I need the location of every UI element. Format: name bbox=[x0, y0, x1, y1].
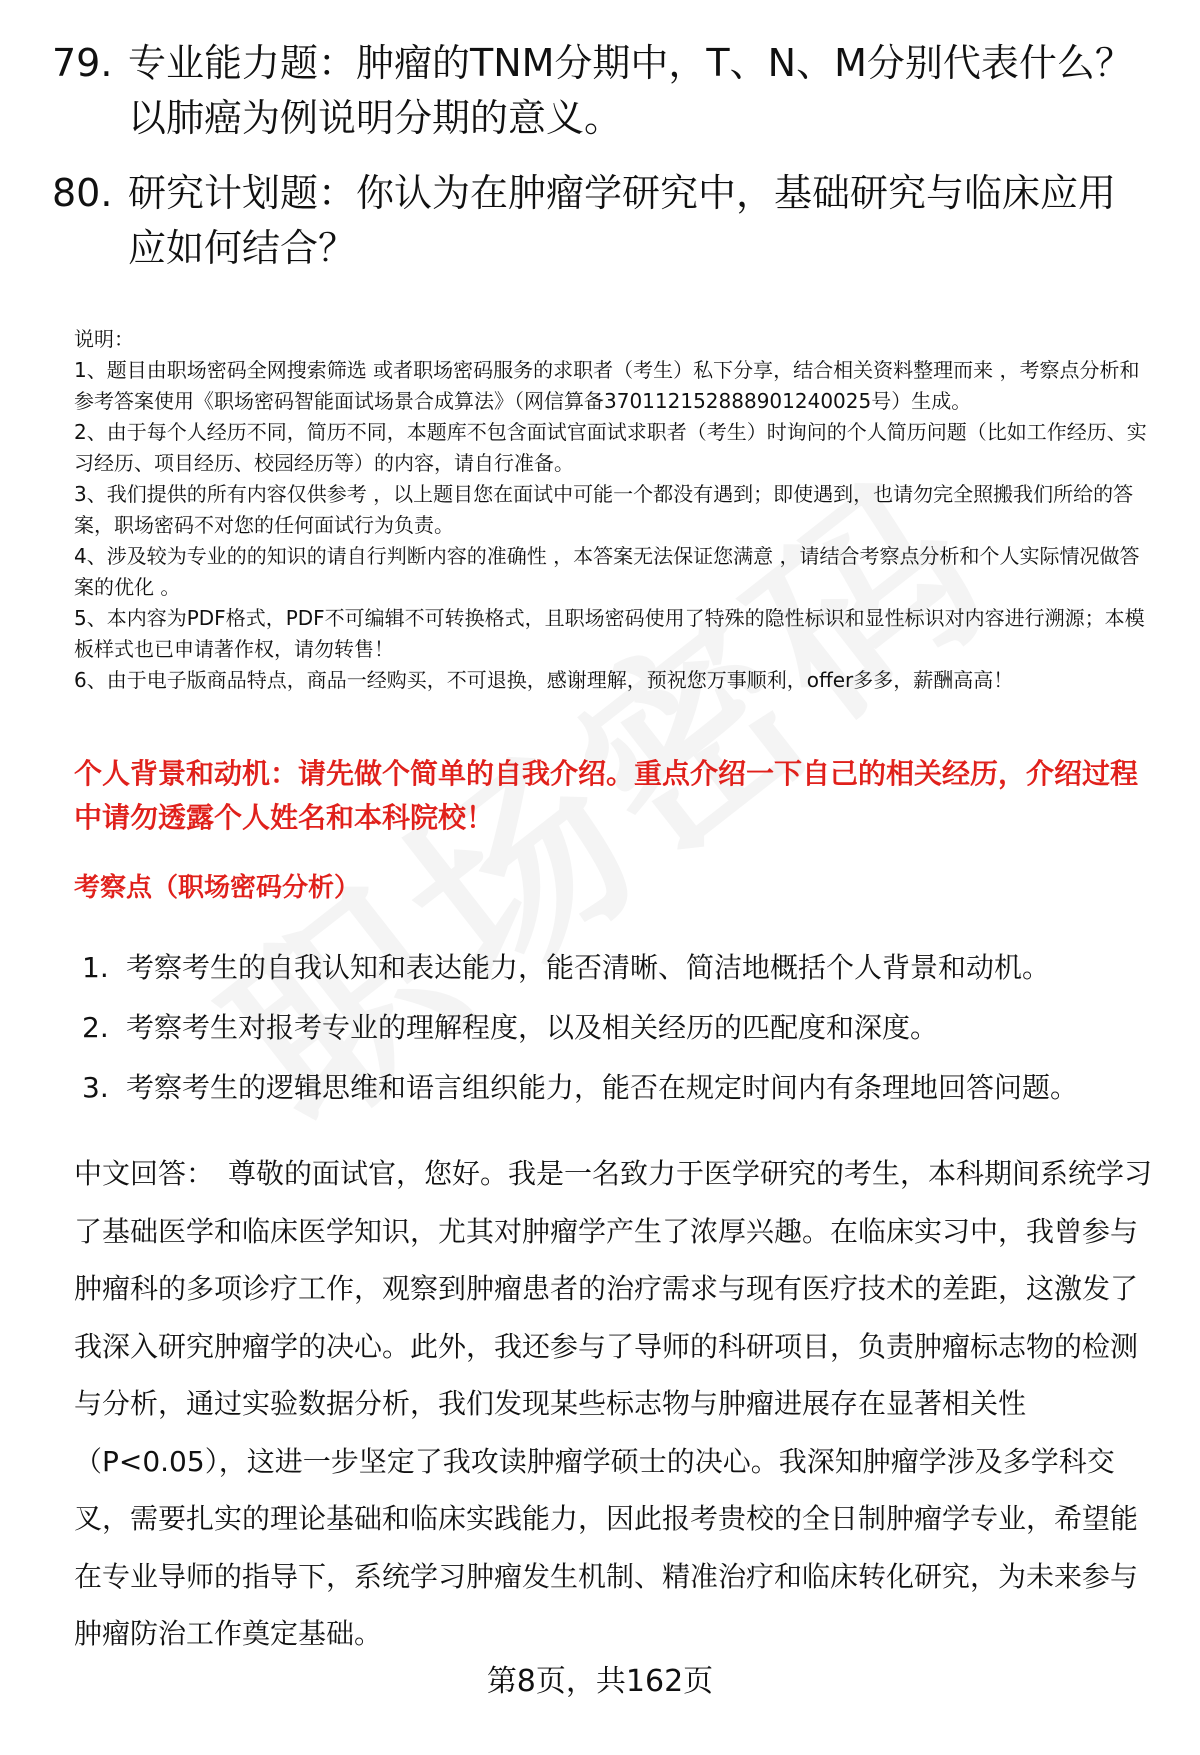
note-item: 2、由于每个人经历不同，简历不同，本题库不包含面试官面试求职者（考生）时询问的个人简历问题（比如工作经历、实习经历、项目经历、校园经历等）的内容，请自行准备。 bbox=[74, 420, 1147, 475]
list-item bbox=[82, 998, 1162, 1058]
point-text: 考察考生对报考专业的理解程度，以及相关经历的匹配度和深度。 bbox=[126, 1011, 939, 1044]
note-item: 5、本内容为PDF格式，PDF不可编辑不可转换格式，且职场密码使用了特殊的隐性标识和显性标识对内容进行溯源；本模板样式也已申请著作权，请勿转售！ bbox=[74, 606, 1145, 661]
question-text: 专业能力题：肿瘤的TNM分期中，T、N、M分别代表什么？以肺癌为例说明分期的意义。 bbox=[128, 41, 1133, 140]
question-text: 研究计划题：你认为在肿瘤学研究中，基础研究与临床应用应如何结合？ bbox=[128, 171, 1117, 270]
answer-text: 尊敬的面试官，您好。我是一名致力于医学研究的考生，本科期间系统学习了基础医学和临床医学知识，尤其对肿瘤学产生了浓厚兴趣。在临床实习中，我曾参与肿瘤科的多项诊疗工作，观察到肿瘤患者的治疗需求与现有医疗技术的差距，这激发了我深入研究肿瘤学的决心。此外，我还参与了导师的科研项目，负责肿瘤标志物的检测与分析，通过实验数据分析，我们发现某些标志物与肿瘤进展存在显著相关性（P<0.05），这进一步坚定了我攻读肿瘤学硕士的决心。我深知肿瘤学涉及多学科交叉，需要扎实的理论基础和临床实践能力，因此报考贵校的全日制肿瘤学专业，希望能在专业导师的指导下，系统学习肿瘤发生机制、精准治疗和临床转化研究，为未来参与肿瘤防治工作奠定基础。 bbox=[74, 1157, 1153, 1650]
point-text: 考察考生的逻辑思维和语言组织能力，能否在规定时间内有条理地回答问题。 bbox=[126, 1071, 1079, 1104]
notes-title: 说明： bbox=[74, 327, 134, 351]
answer-label: 中文回答： bbox=[74, 1157, 215, 1190]
question-number: 79. bbox=[52, 41, 113, 85]
background-question: 个人背景和动机：请先做个简单的自我介绍。重点介绍一下自己的相关经历，介绍过程中请勿透露个人姓名和本科院校！ bbox=[74, 757, 1139, 834]
focus-title: 考察点（职场密码分析） bbox=[74, 873, 361, 903]
note-item: 4、涉及较为专业的的知识的请自行判断内容的准确性 ，本答案无法保证您满意 ，请结合考察点分析和个人实际情况做答案的优化 。 bbox=[74, 544, 1140, 599]
list-item bbox=[82, 1058, 1162, 1118]
focus-points bbox=[82, 938, 1162, 1118]
question-number: 80. bbox=[52, 171, 113, 215]
note-item: 3、我们提供的所有内容仅供参考 ，以上题目您在面试中可能一个都没有遇到；即使遇到，也请勿完全照搬我们所给的答案，职场密码不对您的任何面试行为负责。 bbox=[74, 482, 1134, 537]
point-number: 1. bbox=[82, 951, 109, 984]
point-number: 2. bbox=[82, 1011, 109, 1044]
point-text: 考察考生的自我认知和表达能力，能否清晰、简洁地概括个人背景和动机。 bbox=[126, 951, 1051, 984]
answer-section bbox=[74, 1145, 1154, 1663]
point-number: 3. bbox=[82, 1071, 109, 1104]
page-footer: 第8页，共162页 bbox=[486, 1664, 714, 1699]
notes-section bbox=[74, 324, 1154, 696]
question-79 bbox=[52, 36, 1152, 146]
list-item bbox=[82, 938, 1162, 998]
note-item: 6、由于电子版商品特点，商品一经购买，不可退换，感谢理解，预祝您万事顺利，offer多多，薪酬高高！ bbox=[74, 668, 1014, 692]
note-item: 1、题目由职场密码全网搜索筛选 或者职场密码服务的求职者（考生）私下分享，结合相关资料整理而来 ，考察点分析和参考答案使用《职场密码智能面试场景合成算法》（网信算备370112152888901240025号）生成。 bbox=[74, 358, 1140, 413]
question-80 bbox=[52, 166, 1152, 276]
